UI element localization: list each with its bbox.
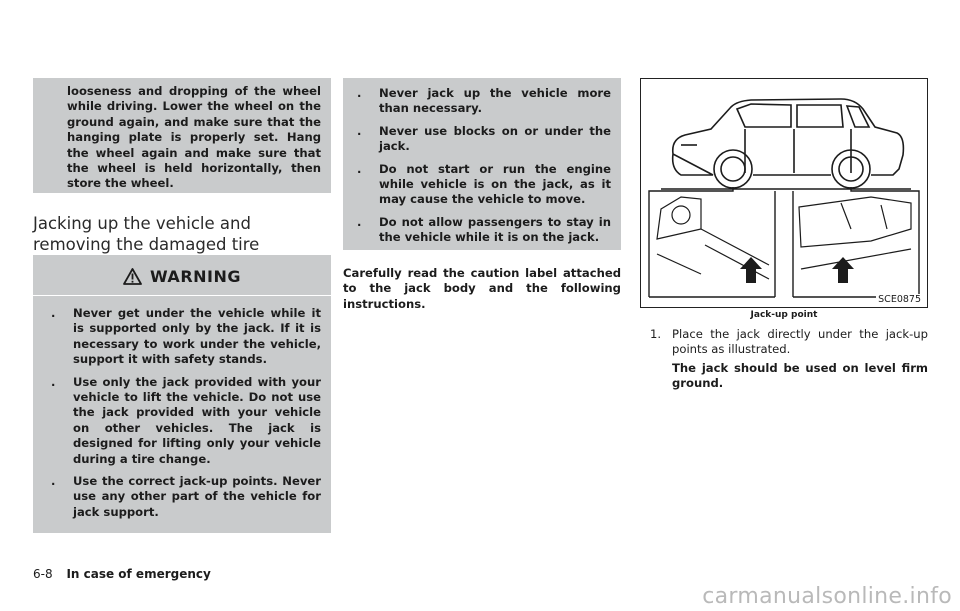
warning-box-col1 — [33, 255, 331, 533]
warning-box-col2 — [343, 78, 621, 250]
warning-list-col2 — [343, 78, 621, 246]
step-note: The jack should be used on level firm ground. — [672, 360, 928, 391]
caution-text: Carefully read the caution label attached to the jack body and the following instructions. — [343, 266, 621, 311]
warning-header — [33, 257, 331, 295]
step-1 — [650, 327, 928, 392]
intro-note-text: looseness and dropping of the wheel while driving. Lower the wheel on the ground again, and make sure that the hanging plate is properly set. Hang the wheel again and make sure that the wheel is held horizontally, then store the wheel. — [67, 84, 321, 191]
list-item: . Use the correct jack-up points. Never use any other part of the vehicle for jack support. — [51, 474, 321, 519]
list-item: . Never get under the vehicle while it is supported only by the jack. If it is necessary to work under the vehicle, support it with safety stands. — [51, 306, 321, 367]
figure-code: SCE0875 — [878, 294, 921, 305]
step-text: Place the jack directly under the jack-up points as illustrated. — [672, 327, 928, 357]
figure-caption: Jack-up point — [750, 310, 818, 320]
vehicle-illustration — [641, 79, 927, 307]
list-item: . Never jack up the vehicle more than necessary. — [357, 86, 611, 116]
list-item: . Do not start or run the engine while vehicle is on the jack, as it may cause the vehicle to move. — [357, 161, 611, 207]
warning-triangle-icon — [123, 268, 142, 285]
page-number: 6-8 — [33, 567, 53, 581]
step-number: 1. — [650, 327, 662, 341]
warning-label: WARNING — [150, 266, 241, 286]
section-title: In case of emergency — [66, 567, 211, 581]
list-item: . Do not allow passengers to stay in the vehicle while it is on the jack. — [357, 214, 611, 245]
watermark: carmanualsonline.info — [702, 584, 952, 609]
jack-up-figure — [640, 78, 928, 308]
list-item: . Use only the jack provided with your vehicle to lift the vehicle. Do not use the jack provided with your vehicle on other vehicles. The jack is designed for lifting only your vehicle during a tire change. — [51, 374, 321, 466]
page-footer — [33, 567, 211, 581]
intro-note-box — [33, 78, 331, 193]
list-item: . Never use blocks on or under the jack. — [357, 123, 611, 154]
warning-list-col1 — [33, 306, 331, 520]
section-heading: Jacking up the vehicle and removing the damaged tire — [33, 214, 260, 254]
